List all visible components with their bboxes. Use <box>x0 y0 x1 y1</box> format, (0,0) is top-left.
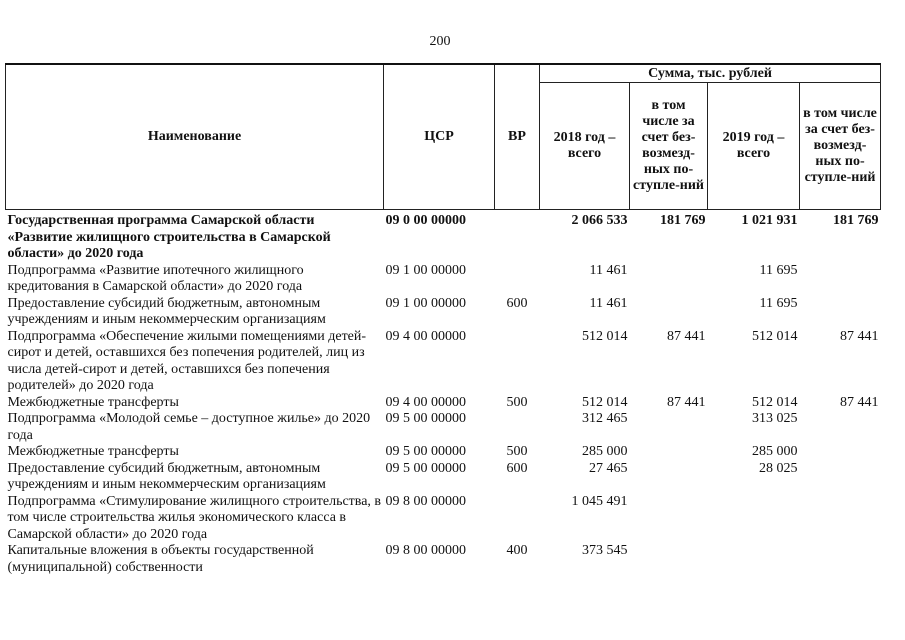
row-name: Межбюджетные трансферты <box>7 444 179 459</box>
page-number: 200 <box>429 34 451 49</box>
budget-table <box>5 63 881 576</box>
header-2018-grants: в том числе за счет без-возмезд-ных по-ступле-ний <box>630 83 708 210</box>
row-csr: 09 1 00 00000 <box>385 262 466 278</box>
row-2019-total: 512 014 <box>752 394 798 410</box>
table-row <box>6 210 881 263</box>
row-csr: 09 5 00 00000 <box>385 444 466 459</box>
row-csr: 09 5 00 00000 <box>385 460 466 476</box>
header-2019-total: 2019 год – всего <box>708 83 800 210</box>
row-2018-total: 512 014 <box>582 394 628 410</box>
header-name: Наименование <box>6 64 384 210</box>
row-name: Межбюджетные трансферты <box>7 394 179 410</box>
row-2019-total: 1 021 931 <box>741 213 798 228</box>
row-2018-grants <box>630 296 708 329</box>
row-2019-total: 512 014 <box>752 328 798 344</box>
row-vr: 400 <box>506 543 528 558</box>
row-2019-total: 313 025 <box>752 411 798 426</box>
row-2019-grants: 181 769 <box>833 213 879 228</box>
table-row <box>6 329 881 395</box>
row-csr: 09 0 00 00000 <box>385 213 466 228</box>
row-name: Государственная программа Самарской области «Развитие жилищного строительства в Самарской области» до 2020 года <box>7 213 331 261</box>
row-2019-grants <box>800 461 881 494</box>
row-vr <box>495 494 540 544</box>
row-2018-total: 285 000 <box>582 444 628 459</box>
row-vr <box>495 210 540 263</box>
row-csr: 09 8 00 00000 <box>385 493 466 509</box>
row-name: Подпрограмма «Развитие ипотечного жилищного кредитования в Самарской области» до 2020 года <box>7 262 304 294</box>
table-row <box>6 395 881 412</box>
row-vr <box>495 263 540 296</box>
table-row <box>6 543 881 576</box>
table-body <box>6 210 881 577</box>
row-name: Подпрограмма «Обеспечение жилыми помещениями детей-сирот и детей, оставшихся без попечения родителей, лиц из числа детей-сирот и детей, оставшихся без попечения родителей» до 2020 года <box>7 328 367 393</box>
row-2019-total: 11 695 <box>759 295 798 311</box>
row-2019-grants: 87 441 <box>840 394 879 410</box>
row-2018-grants <box>630 444 708 461</box>
table-row <box>6 296 881 329</box>
table-row <box>6 411 881 444</box>
row-2018-grants: 87 441 <box>667 394 706 410</box>
row-csr: 09 8 00 00000 <box>385 543 466 558</box>
row-name: Капитальные вложения в объекты государственной (муниципальной) собственности <box>7 543 314 575</box>
table-row <box>6 444 881 461</box>
row-2019-grants <box>800 444 881 461</box>
row-csr: 09 1 00 00000 <box>385 295 466 311</box>
row-2019-total: 285 000 <box>752 444 798 459</box>
row-csr: 09 4 00 00000 <box>385 328 466 344</box>
row-2019-grants <box>800 543 881 576</box>
row-2018-total: 11 461 <box>589 295 628 311</box>
row-vr: 600 <box>506 295 528 311</box>
row-2018-grants <box>630 263 708 296</box>
row-2019-total <box>708 494 800 544</box>
row-2019-total <box>708 543 800 576</box>
row-2019-grants <box>800 411 881 444</box>
row-2018-grants <box>630 494 708 544</box>
table-row <box>6 461 881 494</box>
row-2019-grants <box>800 494 881 544</box>
row-2019-total: 11 695 <box>759 262 798 278</box>
row-2018-total: 512 014 <box>582 328 628 344</box>
row-name: Подпрограмма «Молодой семье – доступное жилье» до 2020 года <box>7 411 371 443</box>
header-2018-total: 2018 год – всего <box>540 83 630 210</box>
row-2018-total: 1 045 491 <box>571 493 628 509</box>
row-2018-grants: 181 769 <box>660 213 706 228</box>
row-2018-total: 312 465 <box>582 411 628 426</box>
row-2019-grants <box>800 263 881 296</box>
row-2018-total: 2 066 533 <box>571 213 628 228</box>
row-vr: 600 <box>506 460 528 476</box>
row-2018-total: 373 545 <box>582 543 628 558</box>
row-2018-grants <box>630 461 708 494</box>
row-2018-grants <box>630 543 708 576</box>
table-row <box>6 263 881 296</box>
row-vr <box>495 329 540 395</box>
row-name: Подпрограмма «Стимулирование жилищного строительства, в том числе строительства жилья экономического класса в Самарской области» до 2020 года <box>7 493 382 542</box>
row-2019-total: 28 025 <box>759 460 798 476</box>
row-2019-grants <box>800 296 881 329</box>
row-name: Предоставление субсидий бюджетным, автономным учреждениям и иным некоммерческим организациям <box>7 295 326 327</box>
row-vr: 500 <box>506 444 528 459</box>
row-2018-total: 27 465 <box>589 460 628 476</box>
row-name: Предоставление субсидий бюджетным, автономным учреждениям и иным некоммерческим организациям <box>7 460 326 492</box>
table-row <box>6 494 881 544</box>
row-csr: 09 4 00 00000 <box>385 394 466 410</box>
row-2018-total: 11 461 <box>589 262 628 278</box>
row-vr: 500 <box>506 394 528 410</box>
header-vr: ВР <box>495 64 540 210</box>
row-csr: 09 5 00 00000 <box>385 411 466 426</box>
header-csr: ЦСР <box>384 64 495 210</box>
row-2018-grants: 87 441 <box>667 328 706 344</box>
row-vr <box>495 411 540 444</box>
row-2019-grants: 87 441 <box>840 328 879 344</box>
row-2018-grants <box>630 411 708 444</box>
header-2019-grants: в том числе за счет без-возмезд-ных по-ступле-ний <box>800 83 881 210</box>
header-sum-group: Сумма, тыс. рублей <box>540 64 881 83</box>
table-header <box>6 64 881 210</box>
